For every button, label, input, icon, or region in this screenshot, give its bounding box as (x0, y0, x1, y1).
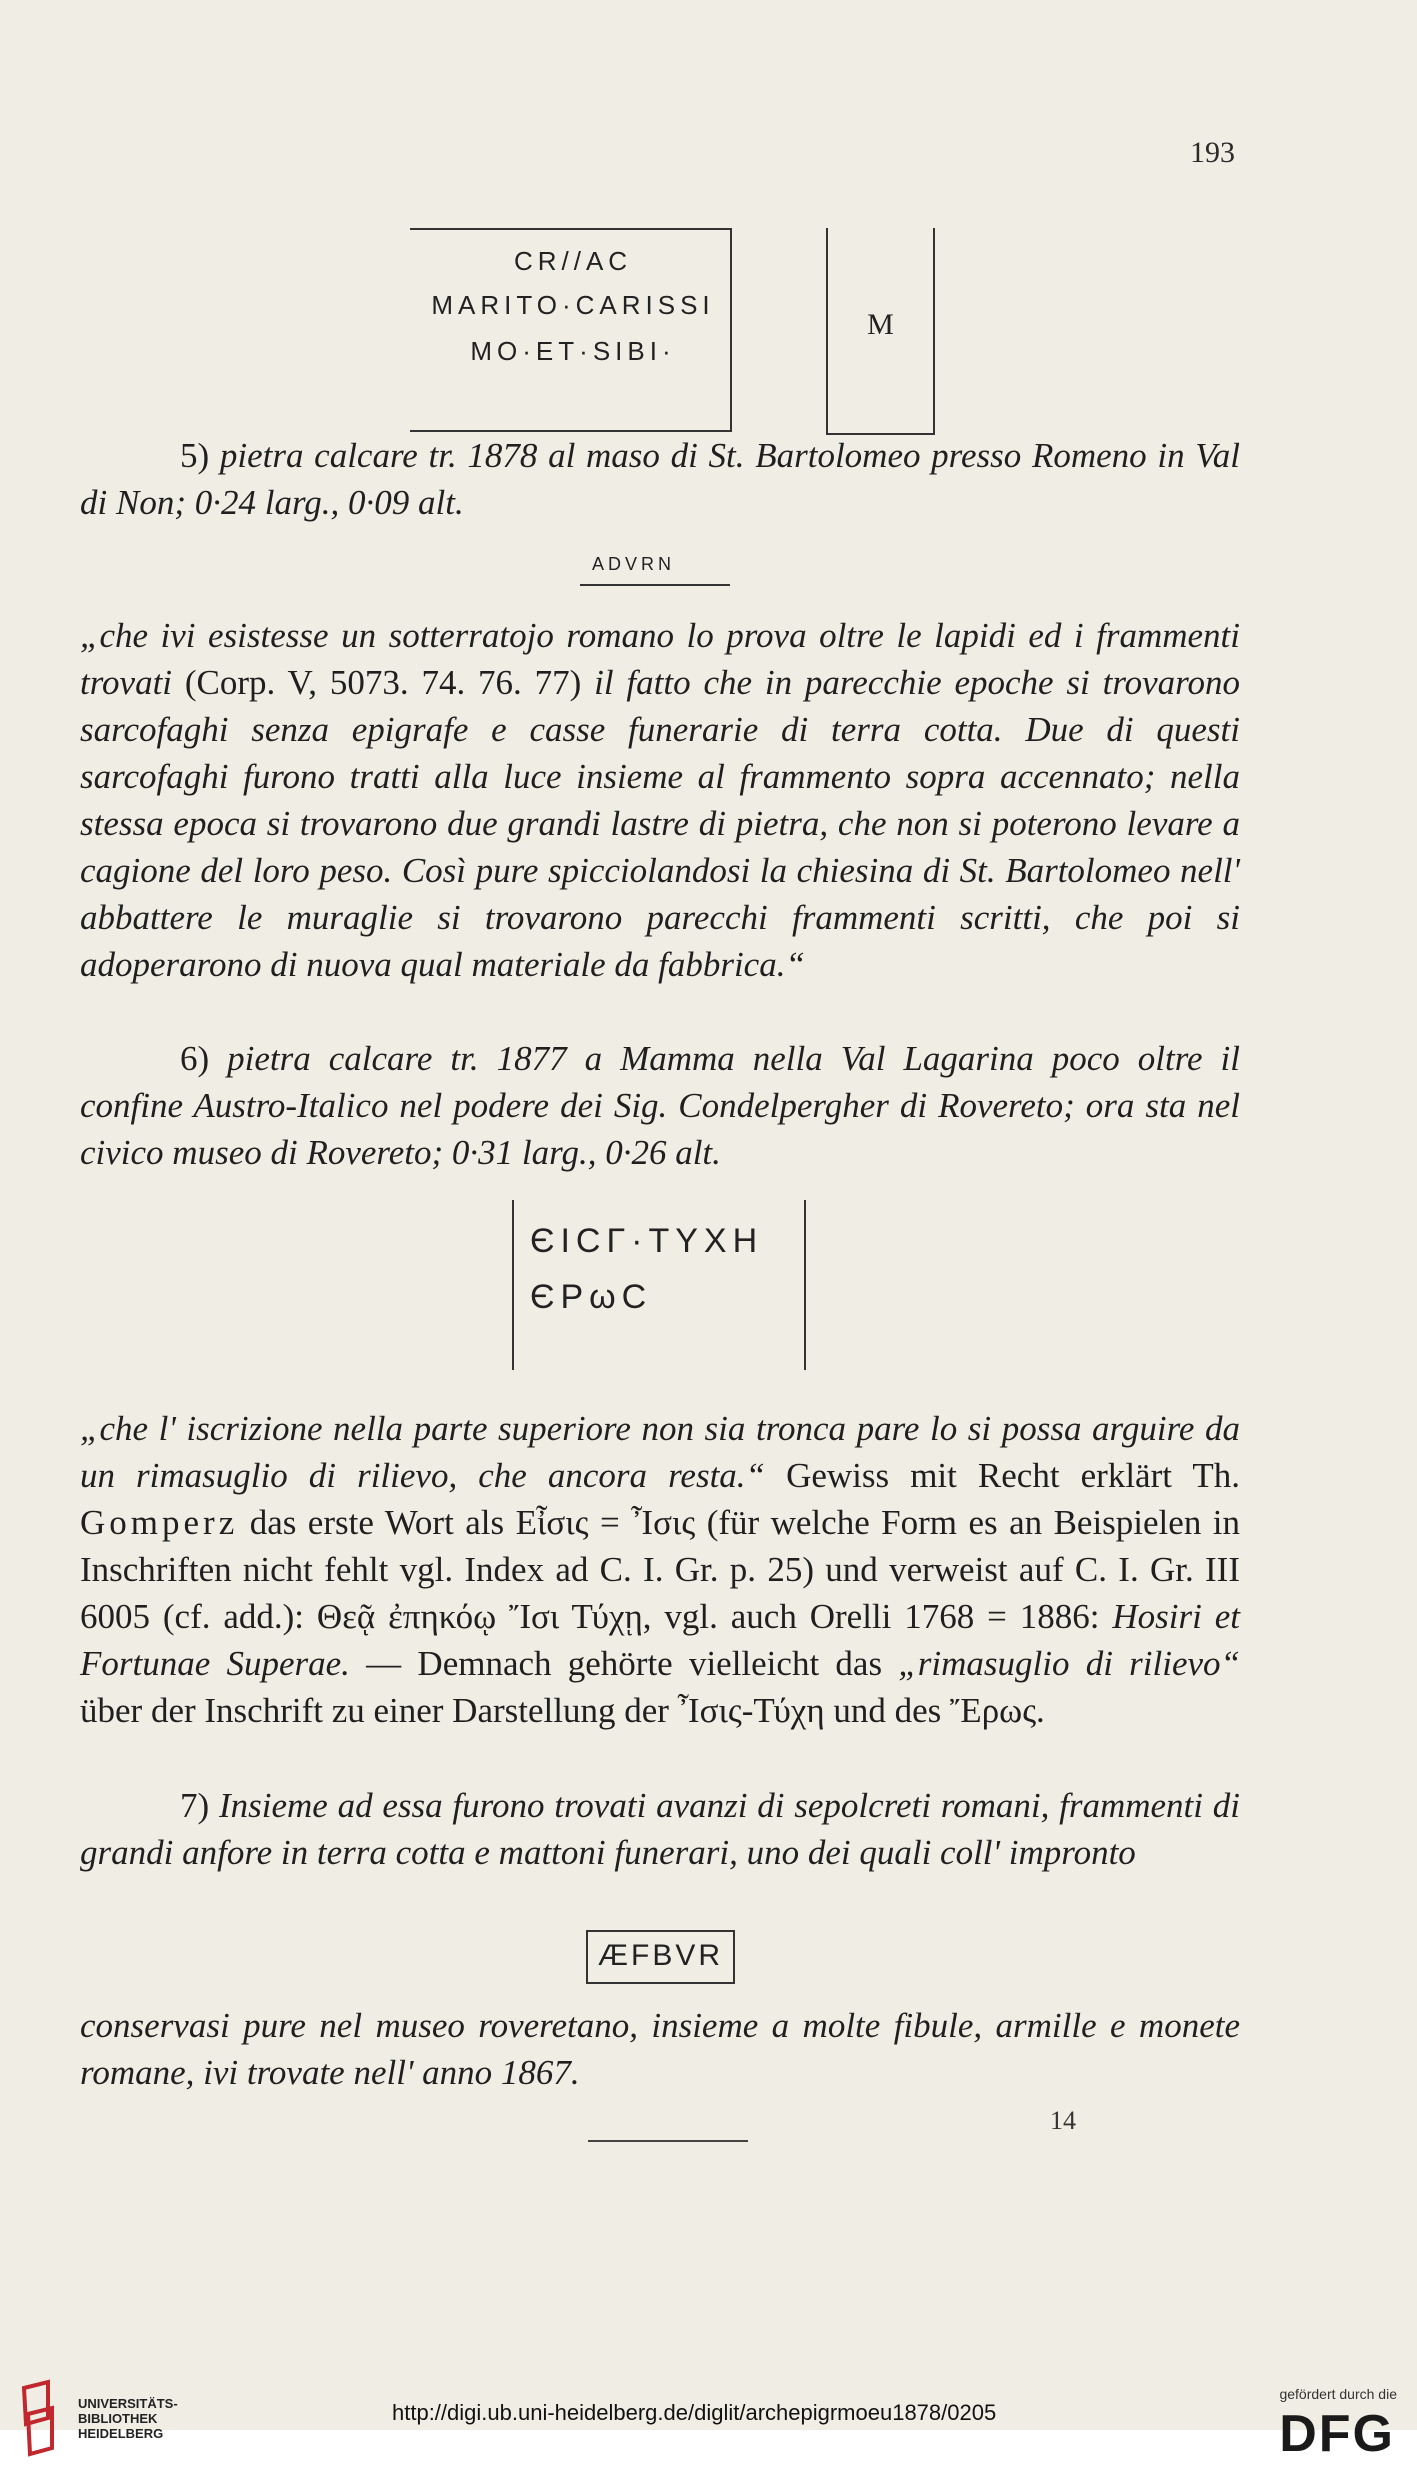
quote-1 (80, 612, 1240, 988)
commentary-part-4: über der Inschrift zu einer Darstellung der Ἶσις-Τύχη und des Ἔρως. (80, 1691, 1045, 1730)
inscription-marito-carissimo (388, 228, 748, 433)
paragraph-6-text: pietra calcare tr. 1877 a Mamma nella Val Lagarina poco oltre il confine Austro-Italico nel podere dei Sig. Condelpergher di Rovereto; ora sta nel civico museo di Rovereto; 0·31 larg., 0·26 alt. (80, 1039, 1241, 1172)
paragraph-5 (80, 432, 1240, 526)
page-number: 193 (1190, 136, 1235, 169)
inscription-line-1: CR//AC (513, 246, 633, 276)
closing-paragraph: conservasi pure nel museo roveretano, insieme a molte fibule, armille e monete romane, ivi trovate nell' anno 1867. (80, 2006, 1240, 2092)
paragraph-7-number: 7) (180, 1786, 210, 1825)
inscription-isis-tyche (512, 1200, 806, 1370)
inscription-advrn-text: ADVRN (592, 554, 676, 574)
footer-bar (0, 2430, 1417, 2474)
commentary (80, 1405, 1240, 1734)
library-line-2: BIBLIOTHEK (78, 2411, 158, 2426)
dfg-logo: DFG (1279, 2405, 1395, 2463)
quote-1-part-a: „che ivi esistesse un sotterratojo romano lo prova oltre le lapidi ed i frammenti trovati (80, 616, 1240, 702)
brick-stamp (586, 1930, 735, 1984)
quote-1-part-c: il fatto che in parecchie epoche si trovarono sarcofaghi senza epigrafe e casse funerarie di terra cotta. Due di questi sarcofaghi furono tratti alla luce insieme al frammento sopra accennato; nella stessa epoca si trovarono due grandi lastre di pietra, che non si poterono levare a cagione del loro peso. Così pure spicciolandosi la chiesina di St. Bartolomeo nell' abbattere le muraglie si trovarono parecchi frammenti scritti, che poi si adoperarono di nuova qual materiale da fabbrica.“ (80, 663, 1240, 984)
rilievo-phrase: „rimasuglio di rilievo“ (898, 1644, 1240, 1683)
paragraph-5-text: pietra calcare tr. 1878 al maso di St. Bartolomeo presso Romeno in Val di Non; 0·24 larg., 0·09 alt. (80, 436, 1240, 522)
paragraph-6 (80, 1035, 1240, 1176)
quote-2: „che l' iscrizione nella parte superiore non sia tronca pare lo si possa arguire da un rimasuglio di rilievo, che ancora resta.“ (80, 1409, 1240, 1495)
quote-1-reference: (Corp. V, 5073. 74. 76. 77) (172, 663, 595, 702)
author-name: Gomperz (80, 1503, 239, 1542)
section-rule (588, 2140, 748, 2142)
funder-note: gefördert durch die (1279, 2386, 1397, 2402)
inscription-isis-line-1: ЄICΓ·ΤΥΧΗ (530, 1222, 764, 1260)
commentary-part-2: das erste Wort als Εἶσις = Ἶσις (für welche Form es an Beispielen in Inschriften nicht fehlt vgl. Index ad C. I. Gr. p. 25) und verweist auf C. I. Gr. III 6005 (cf. add.): Θεᾷ ἐπηκόῳ Ἴσι Τύχῃ, vgl. auch Orelli 1768 = 1886: (80, 1503, 1240, 1636)
paragraph-7-text: Insieme ad essa furono trovati avanzi di sepolcreti romani, frammenti di grandi anfore in terra cotta e mattoni funerari, uno dei quali coll' impronto (80, 1786, 1241, 1872)
library-line-1: UNIVERSITÄTS- (78, 2396, 178, 2411)
source-url-link[interactable]: http://digi.ub.uni-heidelberg.de/diglit/archepigrmoeu1878/0205 (392, 2400, 997, 2425)
commentary-part-1: Gewiss mit Recht erklärt Th. (765, 1456, 1241, 1495)
dedication-phrase: Hosiri et Fortunae Superae. (80, 1597, 1240, 1683)
inscription-advrn (580, 548, 730, 586)
inscription-isis-line-2: ЄΡωC (530, 1278, 653, 1316)
signature-mark: 14 (1050, 2106, 1076, 2135)
paragraph-6-number: 6) (180, 1039, 210, 1078)
paragraph-5-number: 5) (180, 436, 210, 475)
library-name (78, 2396, 178, 2441)
brick-stamp-text: ÆFBVR (598, 1939, 724, 1972)
inscription-side-block (826, 228, 935, 435)
inscription-side-letter: M (867, 308, 894, 341)
university-logo-icon (18, 2378, 58, 2458)
paragraph-7 (80, 1782, 1240, 1876)
inscription-line-2: MARITO·CARISSI (431, 290, 715, 320)
inscription-line-3: MO·ET·SIBI· (470, 336, 676, 366)
commentary-part-3: — Demnach gehörte vielleicht das (349, 1644, 899, 1683)
library-line-3: HEIDELBERG (78, 2426, 164, 2441)
